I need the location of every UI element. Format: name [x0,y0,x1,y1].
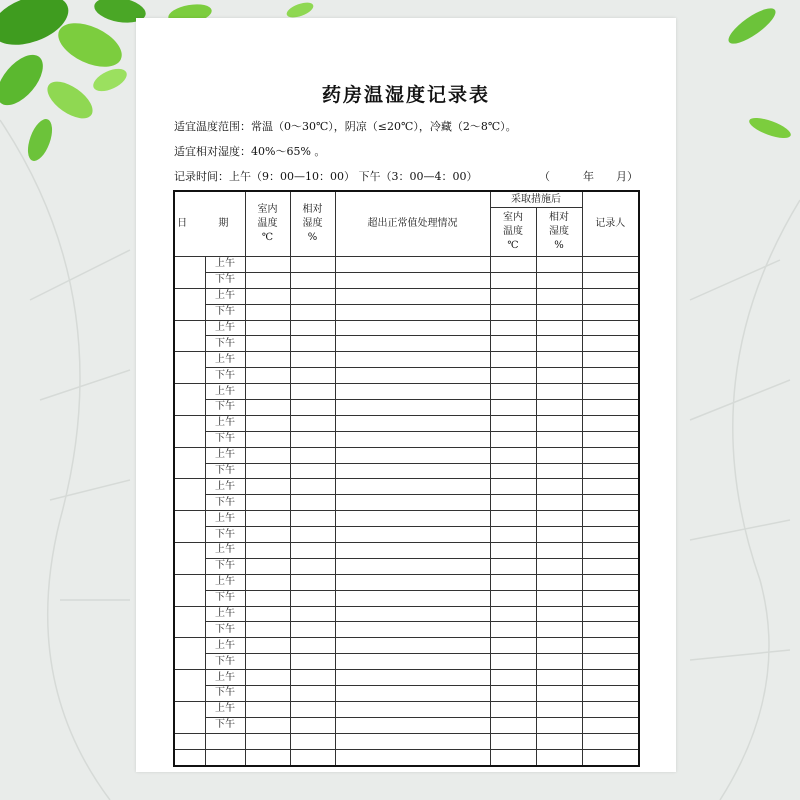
date-cell[interactable] [174,447,205,479]
blank-cell[interactable] [490,733,536,749]
after-humidity-cell[interactable] [536,654,582,670]
blank-cell[interactable] [335,749,490,765]
after-humidity-header: 相对 湿度 % [536,208,582,257]
period-cell: 下午 [205,686,245,702]
after-temp-cell[interactable] [490,384,536,400]
humidity-cell[interactable] [290,686,335,702]
after-temp-cell[interactable] [490,717,536,733]
date-cell[interactable] [174,479,205,511]
humidity-cell[interactable] [290,288,335,304]
date-cell[interactable] [174,257,205,289]
recorder-cell[interactable] [582,304,639,320]
blank-cell[interactable] [335,733,490,749]
recorder-cell[interactable] [582,479,639,495]
indoor-temp-cell[interactable] [245,320,290,336]
period-cell: 上午 [205,320,245,336]
humidity-cell[interactable] [290,670,335,686]
date-cell[interactable] [174,320,205,352]
date-cell[interactable] [174,384,205,416]
table-row [174,606,639,622]
humidity-cell[interactable] [290,463,335,479]
humidity-cell[interactable] [290,717,335,733]
table-row [174,336,639,352]
indoor-temp-cell[interactable] [245,352,290,368]
after-humidity-cell[interactable] [536,352,582,368]
period-cell: 上午 [205,479,245,495]
indoor-temp-cell[interactable] [245,415,290,431]
period-cell: 上午 [205,384,245,400]
handling-cell[interactable] [335,463,490,479]
after-temp-cell[interactable] [490,320,536,336]
humidity-cell[interactable] [290,638,335,654]
period-cell: 下午 [205,495,245,511]
recorder-cell[interactable] [582,272,639,288]
recorder-cell[interactable] [582,543,639,559]
after-humidity-cell[interactable] [536,527,582,543]
recorder-cell[interactable] [582,638,639,654]
table-row [174,717,639,733]
indoor-temp-cell[interactable] [245,336,290,352]
after-humidity-cell[interactable] [536,336,582,352]
recorder-cell[interactable] [582,574,639,590]
record-sheet [136,18,676,772]
recorder-cell[interactable] [582,606,639,622]
handling-cell[interactable] [335,638,490,654]
indoor-temp-cell[interactable] [245,574,290,590]
table-row [174,272,639,288]
table-row [174,701,639,717]
table-row [174,352,639,368]
after-humidity-cell[interactable] [536,272,582,288]
period-cell: 下午 [205,622,245,638]
after-humidity-cell[interactable] [536,717,582,733]
indoor-temp-cell[interactable] [245,304,290,320]
indoor-temp-cell[interactable] [245,384,290,400]
date-cell[interactable] [174,288,205,320]
indoor-temp-cell[interactable] [245,463,290,479]
humidity-cell[interactable] [290,304,335,320]
handling-cell[interactable] [335,590,490,606]
handling-cell[interactable] [335,288,490,304]
blank-cell[interactable] [245,749,290,765]
humidity-cell[interactable] [290,431,335,447]
humidity-cell[interactable] [290,368,335,384]
period-cell: 上午 [205,606,245,622]
after-humidity-cell[interactable] [536,288,582,304]
after-temp-cell[interactable] [490,447,536,463]
after-humidity-cell[interactable] [536,463,582,479]
recorder-cell[interactable] [582,463,639,479]
date-cell[interactable] [174,606,205,638]
table-row [174,257,639,273]
indoor-temp-cell[interactable] [245,717,290,733]
date-cell[interactable] [174,352,205,384]
humidity-cell[interactable] [290,543,335,559]
handling-cell[interactable] [335,686,490,702]
handling-cell[interactable] [335,543,490,559]
table-row [174,574,639,590]
period-cell: 下午 [205,558,245,574]
blank-row [174,733,639,749]
record-time-line [174,168,638,184]
recorder-cell[interactable] [582,320,639,336]
recorder-cell[interactable] [582,336,639,352]
table-row [174,622,639,638]
after-temp-cell[interactable] [490,304,536,320]
indoor-temp-cell[interactable] [245,495,290,511]
handling-cell[interactable] [335,368,490,384]
after-temp-cell[interactable] [490,558,536,574]
measures-taken-header: 采取措施后 [490,191,582,208]
blank-cell[interactable] [245,733,290,749]
handling-cell[interactable] [335,336,490,352]
indoor-temp-cell[interactable] [245,543,290,559]
after-humidity-cell[interactable] [536,415,582,431]
indoor-temp-cell[interactable] [245,527,290,543]
after-humidity-cell[interactable] [536,701,582,717]
blank-cell[interactable] [582,733,639,749]
temperature-range-text: 适宜温度范围：常温（0～30℃），阴凉（≤20℃），冷藏（2～8℃）。 [174,120,517,133]
blank-cell[interactable] [582,749,639,765]
blank-cell[interactable] [290,749,335,765]
date-cell[interactable] [174,670,205,702]
period-cell: 上午 [205,543,245,559]
table-row [174,654,639,670]
humidity-cell[interactable] [290,622,335,638]
after-humidity-cell[interactable] [536,320,582,336]
after-humidity-cell[interactable] [536,495,582,511]
table-row [174,304,639,320]
handling-cell[interactable] [335,415,490,431]
date-header: 日 期 [174,191,245,257]
record-rows [174,257,639,766]
period-cell: 上午 [205,288,245,304]
handling-cell[interactable] [335,320,490,336]
humidity-cell[interactable] [290,447,335,463]
indoor-temp-cell[interactable] [245,701,290,717]
period-cell: 下午 [205,590,245,606]
after-temp-cell[interactable] [490,368,536,384]
indoor-temp-cell[interactable] [245,479,290,495]
after-humidity-cell[interactable] [536,384,582,400]
indoor-temp-cell[interactable] [245,622,290,638]
after-temp-cell[interactable] [490,654,536,670]
table-row [174,463,639,479]
after-temp-cell[interactable] [490,463,536,479]
period-cell: 下午 [205,654,245,670]
after-temp-cell[interactable] [490,670,536,686]
after-temp-cell[interactable] [490,590,536,606]
handling-cell[interactable] [335,447,490,463]
after-temp-cell[interactable] [490,527,536,543]
table-row [174,686,639,702]
table-row [174,400,639,416]
table-row [174,431,639,447]
humidity-cell[interactable] [290,400,335,416]
after-humidity-cell[interactable] [536,257,582,273]
period-cell: 上午 [205,511,245,527]
after-temp-cell[interactable] [490,352,536,368]
blank-cell[interactable] [205,733,245,749]
recorder-cell[interactable] [582,511,639,527]
recorder-cell[interactable] [582,717,639,733]
humidity-cell[interactable] [290,558,335,574]
recorder-cell[interactable] [582,352,639,368]
indoor-temp-cell[interactable] [245,606,290,622]
abnormal-handling-header: 超出正常值处理情况 [335,191,490,257]
after-humidity-cell[interactable] [536,304,582,320]
humidity-cell[interactable] [290,654,335,670]
recorder-cell[interactable] [582,527,639,543]
table-row [174,590,639,606]
period-cell: 上午 [205,415,245,431]
humidity-cell[interactable] [290,495,335,511]
table-row [174,447,639,463]
handling-cell[interactable] [335,527,490,543]
indoor-temp-cell[interactable] [245,368,290,384]
indoor-temp-cell[interactable] [245,431,290,447]
handling-cell[interactable] [335,558,490,574]
after-temp-cell[interactable] [490,479,536,495]
after-temp-cell[interactable] [490,288,536,304]
after-humidity-cell[interactable] [536,606,582,622]
record-time-text: 记录时间：上午（9：00—10：00） 下午（3：00—4：00） [174,170,478,183]
after-humidity-cell[interactable] [536,479,582,495]
table-row [174,288,639,304]
after-humidity-cell[interactable] [536,400,582,416]
table-row [174,558,639,574]
date-cell[interactable] [174,638,205,670]
indoor-temp-cell[interactable] [245,638,290,654]
recorder-cell[interactable] [582,447,639,463]
table-row [174,638,639,654]
after-humidity-cell[interactable] [536,622,582,638]
after-temp-cell[interactable] [490,400,536,416]
after-temp-cell[interactable] [490,701,536,717]
humidity-cell[interactable] [290,606,335,622]
humidity-cell[interactable] [290,384,335,400]
period-cell: 下午 [205,431,245,447]
after-temp-header: 室内 温度 ℃ [490,208,536,257]
humidity-cell[interactable] [290,701,335,717]
indoor-temp-cell[interactable] [245,686,290,702]
humidity-cell[interactable] [290,415,335,431]
handling-cell[interactable] [335,479,490,495]
handling-cell[interactable] [335,717,490,733]
handling-cell[interactable] [335,701,490,717]
date-cell[interactable] [174,415,205,447]
after-humidity-cell[interactable] [536,558,582,574]
humidity-range-text: 适宜相对湿度：40%～65% 。 [174,145,326,158]
handling-cell[interactable] [335,352,490,368]
indoor-temp-cell[interactable] [245,288,290,304]
page-title: 药房温湿度记录表 [321,84,490,106]
after-temp-cell[interactable] [490,543,536,559]
period-cell: 下午 [205,304,245,320]
table-row [174,320,639,336]
after-humidity-cell[interactable] [536,447,582,463]
handling-cell[interactable] [335,272,490,288]
humidity-cell[interactable] [290,336,335,352]
recorder-cell[interactable] [582,686,639,702]
after-humidity-cell[interactable] [536,686,582,702]
recorder-cell[interactable] [582,622,639,638]
handling-cell[interactable] [335,574,490,590]
blank-cell[interactable] [490,749,536,765]
recorder-cell[interactable] [582,368,639,384]
leaf-right [724,3,793,143]
table-row [174,479,639,495]
recorder-cell[interactable] [582,415,639,431]
table-row [174,511,639,527]
record-table [173,190,640,767]
humidity-header: 相对 湿度 % [290,191,335,257]
after-humidity-cell[interactable] [536,431,582,447]
indoor-temp-cell[interactable] [245,558,290,574]
blank-cell[interactable] [536,733,582,749]
recorder-cell[interactable] [582,654,639,670]
after-humidity-cell[interactable] [536,368,582,384]
period-cell: 上午 [205,352,245,368]
humidity-cell[interactable] [290,511,335,527]
period-cell: 上午 [205,257,245,273]
blank-row [174,749,639,765]
blank-cell[interactable] [536,749,582,765]
after-temp-cell[interactable] [490,638,536,654]
after-humidity-cell[interactable] [536,670,582,686]
humidity-cell[interactable] [290,574,335,590]
recorder-cell[interactable] [582,400,639,416]
after-humidity-cell[interactable] [536,543,582,559]
handling-cell[interactable] [335,304,490,320]
after-temp-cell[interactable] [490,574,536,590]
date-cell[interactable] [174,574,205,606]
table-row [174,670,639,686]
after-humidity-cell[interactable] [536,638,582,654]
recorder-cell[interactable] [582,590,639,606]
period-cell: 上午 [205,670,245,686]
handling-cell[interactable] [335,400,490,416]
after-temp-cell[interactable] [490,511,536,527]
handling-cell[interactable] [335,257,490,273]
handling-cell[interactable] [335,384,490,400]
indoor-temp-cell[interactable] [245,400,290,416]
indoor-temp-cell[interactable] [245,654,290,670]
period-cell: 下午 [205,336,245,352]
recorder-cell[interactable] [582,384,639,400]
date-cell[interactable] [174,543,205,575]
period-cell: 上午 [205,638,245,654]
after-temp-cell[interactable] [490,495,536,511]
handling-cell[interactable] [335,654,490,670]
table-row [174,415,639,431]
humidity-cell[interactable] [290,527,335,543]
after-temp-cell[interactable] [490,415,536,431]
handling-cell[interactable] [335,495,490,511]
date-cell[interactable] [174,511,205,543]
blank-cell[interactable] [205,749,245,765]
after-humidity-cell[interactable] [536,574,582,590]
period-cell: 下午 [205,717,245,733]
indoor-temp-cell[interactable] [245,447,290,463]
period-cell: 上午 [205,574,245,590]
table-row [174,527,639,543]
year-month-field: （ 年 月） [539,170,638,183]
table-row [174,543,639,559]
table-row [174,384,639,400]
humidity-cell[interactable] [290,590,335,606]
humidity-cell[interactable] [290,257,335,273]
indoor-temp-header: 室内 温度 ℃ [245,191,290,257]
handling-cell[interactable] [335,431,490,447]
period-cell: 下午 [205,463,245,479]
handling-cell[interactable] [335,670,490,686]
recorder-cell[interactable] [582,495,639,511]
table-row [174,368,639,384]
period-cell: 下午 [205,527,245,543]
handling-cell[interactable] [335,511,490,527]
humidity-cell[interactable] [290,479,335,495]
table-row [174,495,639,511]
recorder-cell[interactable] [582,670,639,686]
after-temp-cell[interactable] [490,686,536,702]
period-cell: 下午 [205,400,245,416]
indoor-temp-cell[interactable] [245,670,290,686]
period-cell: 上午 [205,701,245,717]
date-cell[interactable] [174,701,205,733]
period-cell: 下午 [205,368,245,384]
recorder-cell[interactable] [582,558,639,574]
after-humidity-cell[interactable] [536,590,582,606]
blank-cell[interactable] [174,749,205,765]
recorder-cell[interactable] [582,701,639,717]
recorder-cell[interactable] [582,288,639,304]
after-temp-cell[interactable] [490,622,536,638]
indoor-temp-cell[interactable] [245,272,290,288]
humidity-cell[interactable] [290,352,335,368]
after-temp-cell[interactable] [490,257,536,273]
recorder-cell[interactable] [582,431,639,447]
after-temp-cell[interactable] [490,431,536,447]
indoor-temp-cell[interactable] [245,590,290,606]
recorder-cell[interactable] [582,257,639,273]
period-cell: 下午 [205,272,245,288]
blank-cell[interactable] [174,733,205,749]
blank-cell[interactable] [290,733,335,749]
after-humidity-cell[interactable] [536,511,582,527]
recorder-header: 记录人 [582,191,639,257]
indoor-temp-cell[interactable] [245,511,290,527]
period-cell: 上午 [205,447,245,463]
humidity-cell[interactable] [290,272,335,288]
handling-cell[interactable] [335,606,490,622]
handling-cell[interactable] [335,622,490,638]
humidity-cell[interactable] [290,320,335,336]
after-temp-cell[interactable] [490,606,536,622]
after-temp-cell[interactable] [490,336,536,352]
after-temp-cell[interactable] [490,272,536,288]
indoor-temp-cell[interactable] [245,257,290,273]
